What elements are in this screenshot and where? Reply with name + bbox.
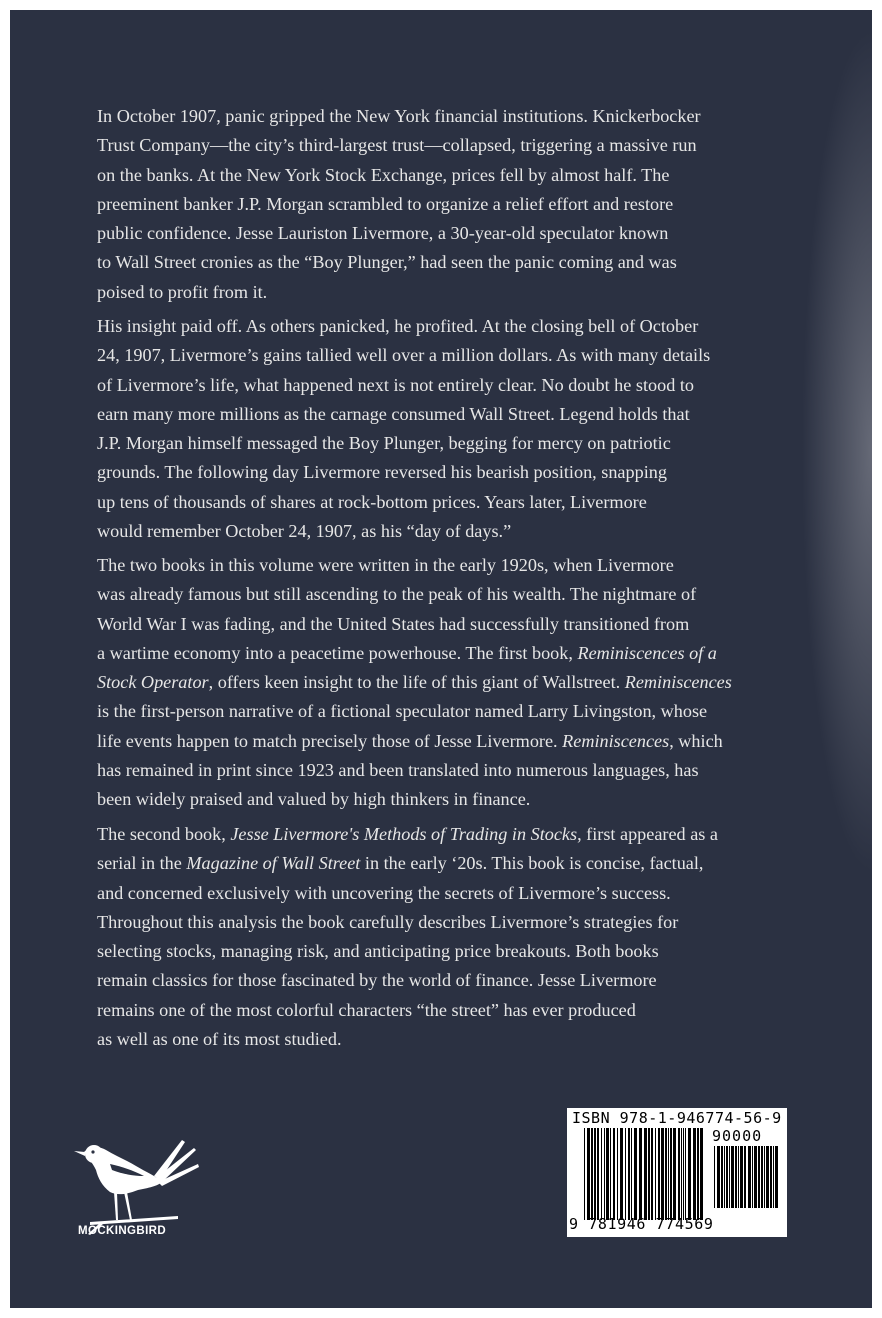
barcode-bar	[683, 1128, 684, 1220]
ean-bars	[584, 1128, 706, 1220]
barcode-bar	[644, 1128, 647, 1220]
barcode-bar	[775, 1146, 778, 1208]
text-run: on the banks. At the New York Stock Exchange, prices fell by almost half. The	[97, 164, 670, 185]
text-line	[97, 937, 797, 966]
text-run: remain classics for those fascinated by the world of finance. Jesse Livermore	[97, 970, 657, 991]
text-run: been widely praised and valued by high thinkers in finance.	[97, 789, 531, 810]
barcode-bar	[758, 1146, 760, 1208]
text-run: The second book,	[97, 824, 231, 844]
text-line	[97, 849, 797, 878]
text-line	[97, 996, 797, 1025]
mockingbird-icon	[70, 1130, 200, 1240]
barcode-bar	[688, 1128, 691, 1220]
text-run: Trust Company—the city’s third-largest trust—collapsed, triggering a massive run	[97, 135, 697, 156]
text-run: preeminent banker J.P. Morgan scrambled to organize a relief effort and restore	[97, 193, 674, 214]
text-line	[97, 551, 797, 580]
barcode-bar	[639, 1128, 642, 1220]
text-run: public confidence. Jesse Lauriston Livermore, a 30-year-old speculator known	[97, 223, 669, 244]
text-line	[97, 756, 797, 785]
price-addon: 90000	[712, 1127, 763, 1145]
text-run: The two books in this volume were written in the early 1920s, when Livermore	[97, 555, 674, 575]
barcode-bar	[731, 1146, 734, 1208]
text-line	[97, 371, 797, 400]
text-line	[97, 190, 797, 219]
text-line	[97, 820, 797, 849]
barcode-bar	[721, 1146, 723, 1208]
barcode-bar	[606, 1128, 609, 1220]
text-run: is the first-person narrative of a fictional speculator named Larry Livingston, whose	[97, 701, 708, 722]
text-line	[97, 102, 797, 131]
text-line	[97, 429, 797, 458]
barcode-bar	[634, 1128, 637, 1220]
text-line	[97, 219, 797, 248]
barcode-bar	[628, 1128, 630, 1220]
text-run: , offers keen insight to the life of this giant of Wallstreet.	[208, 672, 625, 693]
text-run: Throughout this analysis the book carefully describes Livermore’s strategies for	[97, 911, 679, 932]
text-line	[97, 668, 797, 697]
barcode-bar	[655, 1128, 656, 1220]
barcode-bar	[685, 1128, 686, 1220]
barcode-bar	[665, 1128, 667, 1220]
barcode-bar	[651, 1128, 653, 1220]
barcode-bar	[738, 1146, 739, 1208]
text-line	[97, 610, 797, 639]
text-run: a wartime economy into a peacetime powerhouse. The first book,	[97, 642, 578, 663]
barcode-bar	[752, 1146, 753, 1208]
barcode-bar	[604, 1128, 605, 1220]
text-line	[97, 248, 797, 277]
italic-title: Jesse Livermore's Methods of Trading in Stocks	[230, 824, 578, 844]
isbn-barcode	[567, 1108, 787, 1237]
text-line	[97, 697, 797, 726]
text-run: J.P. Morgan himself messaged the Boy Plunger, begging for mercy on patriotic	[97, 433, 671, 454]
barcode-bar	[584, 1128, 585, 1220]
barcode-bar	[724, 1146, 725, 1208]
barcode-bar	[673, 1128, 676, 1220]
italic-title: Reminiscences of a	[577, 642, 717, 663]
barcode-bar	[648, 1128, 650, 1220]
italic-title: Reminiscences	[562, 730, 670, 751]
text-run: was already famous but still ascending to the peak of his wealth. The nightmare of	[97, 584, 697, 605]
text-line	[97, 400, 797, 429]
barcode-bar	[764, 1146, 765, 1208]
barcode-bar	[613, 1128, 615, 1220]
text-line	[97, 785, 797, 814]
barcode-bar	[700, 1128, 703, 1220]
blurb-paragraph-3	[97, 551, 797, 815]
addon-bars	[714, 1146, 780, 1208]
barcode-bar	[658, 1128, 660, 1220]
barcode-bar	[591, 1128, 593, 1220]
text-line	[97, 341, 797, 370]
barcode-bar	[670, 1128, 672, 1220]
text-line	[97, 488, 797, 517]
barcode-bar	[744, 1146, 746, 1208]
text-line	[97, 966, 797, 995]
text-line	[97, 161, 797, 190]
publisher-name: MOCKINGBIRD	[78, 1225, 167, 1237]
text-run: remains one of the most colorful characters “the street” has ever produced	[97, 999, 636, 1020]
barcode-bar	[625, 1128, 626, 1220]
text-run: in the early ‘20s. This book is concise, factual,	[360, 853, 704, 874]
text-line	[97, 131, 797, 160]
barcode-bar	[697, 1128, 699, 1220]
text-run: to Wall Street cronies as the “Boy Plunger,” had seen the panic coming and was	[97, 252, 677, 273]
text-line	[97, 1025, 797, 1054]
text-run: In October 1907, panic gripped the New York financial institutions. Knickerbocker	[97, 106, 701, 126]
barcode-bar	[735, 1146, 737, 1208]
text-run: , which	[669, 730, 723, 751]
barcode-bar	[610, 1128, 611, 1220]
text-run: serial in the	[97, 853, 187, 874]
text-line	[97, 727, 797, 756]
text-run: would remember October 24, 1907, as his “day of days.”	[97, 521, 512, 542]
blurb-paragraph-4	[97, 820, 797, 1054]
text-run: , first appeared as a	[577, 824, 718, 844]
blurb-paragraph-1	[97, 102, 797, 307]
text-run: selecting stocks, managing risk, and anticipating price breakouts. Both books	[97, 941, 659, 962]
text-run: grounds. The following day Livermore reversed his bearish position, snapping	[97, 462, 667, 483]
back-cover	[10, 10, 872, 1308]
text-line	[97, 879, 797, 908]
barcode-bar	[681, 1128, 682, 1220]
text-line	[97, 458, 797, 487]
barcode-bar	[726, 1146, 728, 1208]
barcode-bar	[597, 1128, 599, 1220]
text-run: poised to profit from it.	[97, 281, 268, 302]
barcode-bar	[770, 1146, 772, 1208]
text-line	[97, 908, 797, 937]
barcode-bar	[729, 1146, 730, 1208]
barcode-bar	[668, 1128, 669, 1220]
barcode-bar	[601, 1128, 602, 1220]
text-run: World War I was fading, and the United States had successfully transitioned from	[97, 613, 690, 634]
barcode-bar	[631, 1128, 632, 1220]
barcode-bar	[620, 1128, 623, 1220]
barcode-bar	[587, 1128, 590, 1220]
text-run: 24, 1907, Livermore’s gains tallied well over a million dollars. As with many details	[97, 345, 711, 366]
italic-title: Stock Operator	[97, 672, 209, 693]
text-run: up tens of thousands of shares at rock-bottom prices. Years later, Livermore	[97, 491, 647, 512]
isbn-label: ISBN 978-1-946774-56-9	[572, 1109, 782, 1127]
barcode-bar	[773, 1146, 774, 1208]
text-run: earn many more millions as the carnage consumed Wall Street. Legend holds that	[97, 403, 690, 424]
text-line	[97, 517, 797, 546]
italic-title: Magazine of Wall Street	[186, 853, 361, 874]
text-run: as well as one of its most studied.	[97, 1029, 342, 1050]
barcode-bar	[717, 1146, 720, 1208]
text-run: and concerned exclusively with uncovering the secrets of Livermore’s success.	[97, 882, 671, 903]
text-run: of Livermore’s life, what happened next is not entirely clear. No doubt he stood to	[97, 374, 694, 395]
barcode-bar	[693, 1128, 696, 1220]
text-run: has remained in print since 1923 and been translated into numerous languages, has	[97, 760, 699, 781]
barcode-bar	[678, 1128, 680, 1220]
text-run: life events happen to match precisely those of Jesse Livermore.	[97, 730, 563, 751]
ean-digits: 9 781946 774569	[569, 1215, 714, 1233]
text-line	[97, 278, 797, 307]
barcode-bar	[761, 1146, 763, 1208]
text-line	[97, 580, 797, 609]
text-line	[97, 312, 797, 341]
text-line	[97, 639, 797, 668]
text-run: His insight paid off. As others panicked, he profited. At the closing bell of October	[97, 316, 699, 336]
barcode-bar	[754, 1146, 757, 1208]
barcode-bar	[740, 1146, 743, 1208]
barcode-bar	[714, 1146, 715, 1208]
barcode-bar	[617, 1128, 618, 1220]
barcode-bar	[594, 1128, 596, 1220]
barcode-bar	[661, 1128, 664, 1220]
barcode-bar	[748, 1146, 751, 1208]
barcode-bar	[766, 1146, 769, 1208]
blurb-paragraph-2	[97, 312, 797, 546]
italic-title: Reminiscences	[624, 672, 732, 693]
